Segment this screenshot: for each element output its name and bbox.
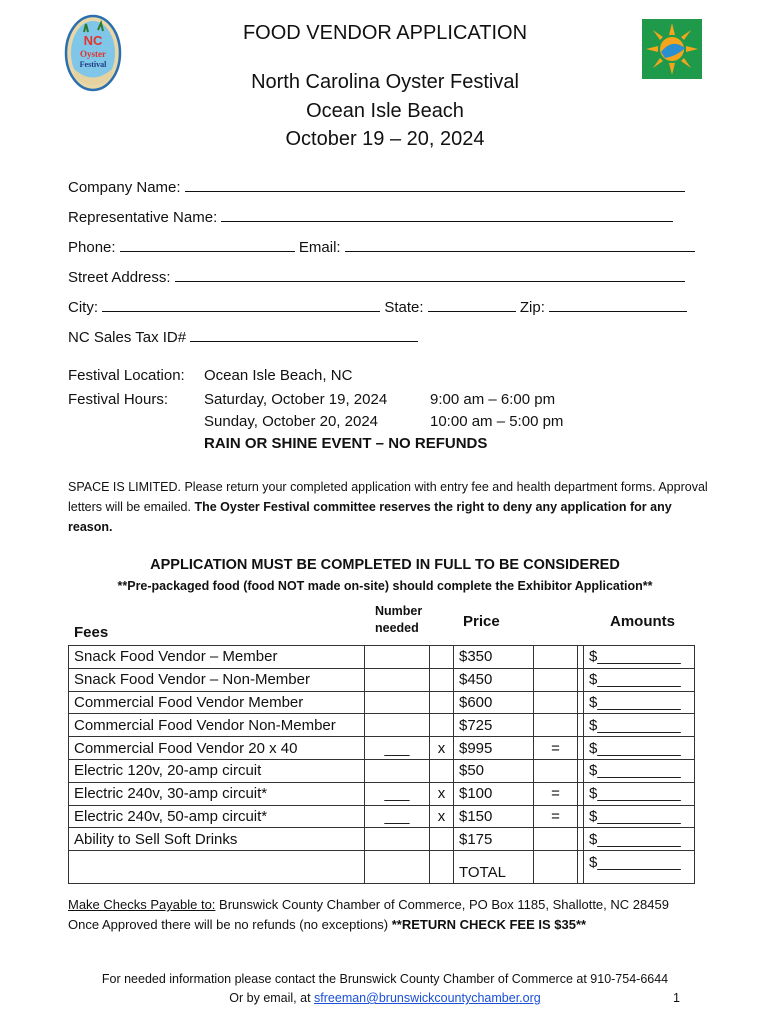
return-check-fee: **RETURN CHECK FEE IS $35** [391,917,587,932]
table-row [69,759,695,782]
price-cell: $150 [454,805,534,828]
price-cell: $450 [454,668,534,691]
fee-description: Electric 240v, 30-amp circuit* [69,782,365,805]
number-needed-cell[interactable]: ___ [365,805,430,828]
amount-cell[interactable]: $__________ [584,805,695,828]
equals-cell [534,714,578,737]
price-cell: $725 [454,714,534,737]
price-cell: $50 [454,759,534,782]
fee-description: Commercial Food Vendor Member [69,691,365,714]
email-input[interactable] [345,238,695,252]
multiply-cell [430,759,454,782]
festival-day2: Sunday, October 20, 2024 [204,413,379,430]
amount-cell[interactable]: $__________ [584,691,695,714]
refund-policy: Once Approved there will be no refunds (no exceptions) [68,917,392,932]
festival-location-value: Ocean Isle Beach, NC [204,367,353,384]
state-input[interactable] [428,298,516,312]
city-input[interactable] [102,298,380,312]
price-cell: $350 [454,646,534,669]
svg-text:NC: NC [83,33,103,48]
notice-text: SPACE IS LIMITED. Please return your completed application with entry fee and health department forms. Approval letters will be emailed. [68,480,708,514]
street-address-label: Street Address: [68,269,171,286]
festival-day2-time: 10:00 am – 5:00 pm [430,413,564,430]
price-cell: $600 [454,691,534,714]
tax-id-field [68,328,418,346]
multiply-cell [430,691,454,714]
amount-cell[interactable]: $__________ [584,646,695,669]
email-label: Email: [298,239,341,256]
total-label: TOTAL [454,851,534,884]
multiply-cell: x [430,805,454,828]
multiply-cell [430,828,454,851]
zip-input[interactable] [549,298,687,312]
table-row [69,714,695,737]
price-cell: $100 [454,782,534,805]
state-label: State: [384,299,424,316]
phone-input[interactable] [120,238,295,252]
fee-description: Electric 120v, 20-amp circuit [69,759,365,782]
representative-name-label: Representative Name: [68,209,218,226]
fee-description: Snack Food Vendor – Member [69,646,365,669]
table-row [69,805,695,828]
number-needed-cell [365,714,430,737]
price-column-header: Price [463,613,500,630]
rain-or-shine-notice: RAIN OR SHINE EVENT – NO REFUNDS [204,435,488,452]
fee-description: Electric 240v, 50-amp circuit* [69,805,365,828]
fee-description: Snack Food Vendor – Non-Member [69,668,365,691]
amount-cell[interactable]: $__________ [584,714,695,737]
event-dates: October 19 – 20, 2024 [285,128,485,150]
festival-day1-time: 9:00 am – 6:00 pm [430,391,556,408]
total-eq-blank [534,851,578,884]
price-cell: $175 [454,828,534,851]
number-needed-cell[interactable]: ___ [365,782,430,805]
company-name-input[interactable] [185,178,685,192]
zip-label: Zip: [519,299,545,316]
number-needed-cell[interactable]: ___ [365,737,430,760]
payable-label: Make Checks Payable to: [68,897,216,912]
number-header-line1: Number [375,604,423,618]
payable-address: Brunswick County Chamber of Commerce, PO Box 1185, Shallotte, NC 28459 [215,897,669,912]
event-location: Ocean Isle Beach [306,100,464,122]
event-name: North Carolina Oyster Festival [251,71,519,93]
multiply-cell [430,714,454,737]
space-limited-notice [68,477,708,537]
multiply-cell: x [430,737,454,760]
fees-column-header: Fees [74,624,109,641]
company-name-field [68,178,685,196]
table-row [69,691,695,714]
table-row [69,646,695,669]
payment-info [68,895,669,935]
chamber-email-link[interactable]: sfreeman@brunswickcountychamber.org [314,991,541,1005]
amount-cell[interactable]: $__________ [584,668,695,691]
number-needed-cell [365,646,430,669]
amount-cell[interactable]: $__________ [584,828,695,851]
equals-cell: = [534,782,578,805]
fee-description: Commercial Food Vendor Non-Member [69,714,365,737]
table-row [69,782,695,805]
number-header-line2: needed [375,621,419,635]
representative-name-input[interactable] [221,208,673,222]
festival-hours-label: Festival Hours: [68,391,169,408]
table-row [69,828,695,851]
total-num-blank [365,851,430,884]
equals-cell [534,759,578,782]
multiply-cell [430,646,454,669]
city-state-zip-field [68,298,687,316]
amounts-column-header: Amounts [610,613,675,630]
table-row [69,668,695,691]
footer-email-line [0,991,770,1005]
equals-cell [534,691,578,714]
amount-cell[interactable]: $__________ [584,759,695,782]
page-number: 1 [673,991,680,1005]
equals-cell: = [534,805,578,828]
fee-description: Ability to Sell Soft Drinks [69,828,365,851]
number-needed-cell [365,691,430,714]
page-title: FOOD VENDOR APPLICATION [242,22,528,44]
number-needed-cell [365,668,430,691]
equals-cell [534,828,578,851]
phone-email-field [68,238,695,256]
equals-cell [534,668,578,691]
fees-table [68,645,695,884]
total-blank [69,851,365,884]
total-x-blank [430,851,454,884]
footer-email-prefix: Or by email, at [229,991,315,1005]
total-amount[interactable]: $__________ [584,851,695,884]
city-label: City: [68,299,98,316]
price-cell: $995 [454,737,534,760]
street-address-input[interactable] [175,268,685,282]
tax-id-input[interactable] [190,328,418,342]
festival-day1: Saturday, October 19, 2024 [204,391,388,408]
street-address-field [68,268,685,286]
number-needed-header [375,603,422,637]
application-subheading: **Pre-packaged food (food NOT made on-site) should complete the Exhibitor Application** [117,579,653,593]
fee-description: Commercial Food Vendor 20 x 40 [69,737,365,760]
tax-id-label: NC Sales Tax ID# [68,329,187,346]
application-heading: APPLICATION MUST BE COMPLETED IN FULL TO BE CONSIDERED [150,557,620,573]
number-needed-cell [365,828,430,851]
representative-name-field [68,208,673,226]
company-name-label: Company Name: [68,179,181,196]
table-row [69,737,695,760]
amount-cell[interactable]: $__________ [584,737,695,760]
footer-contact: For needed information please contact the Brunswick County Chamber of Commerce at 910-754-6644 [101,972,669,986]
amount-cell[interactable]: $__________ [584,782,695,805]
multiply-cell [430,668,454,691]
total-row [69,851,695,884]
phone-label: Phone: [68,239,116,256]
svg-text:Oyster: Oyster [80,49,106,59]
equals-cell: = [534,737,578,760]
number-needed-cell [365,759,430,782]
festival-location-label: Festival Location: [68,367,185,384]
notice-bold: The Oyster Festival committee reserves the right to deny any application for any reason. [68,500,672,534]
equals-cell [534,646,578,669]
svg-text:Festival: Festival [79,60,107,69]
multiply-cell: x [430,782,454,805]
